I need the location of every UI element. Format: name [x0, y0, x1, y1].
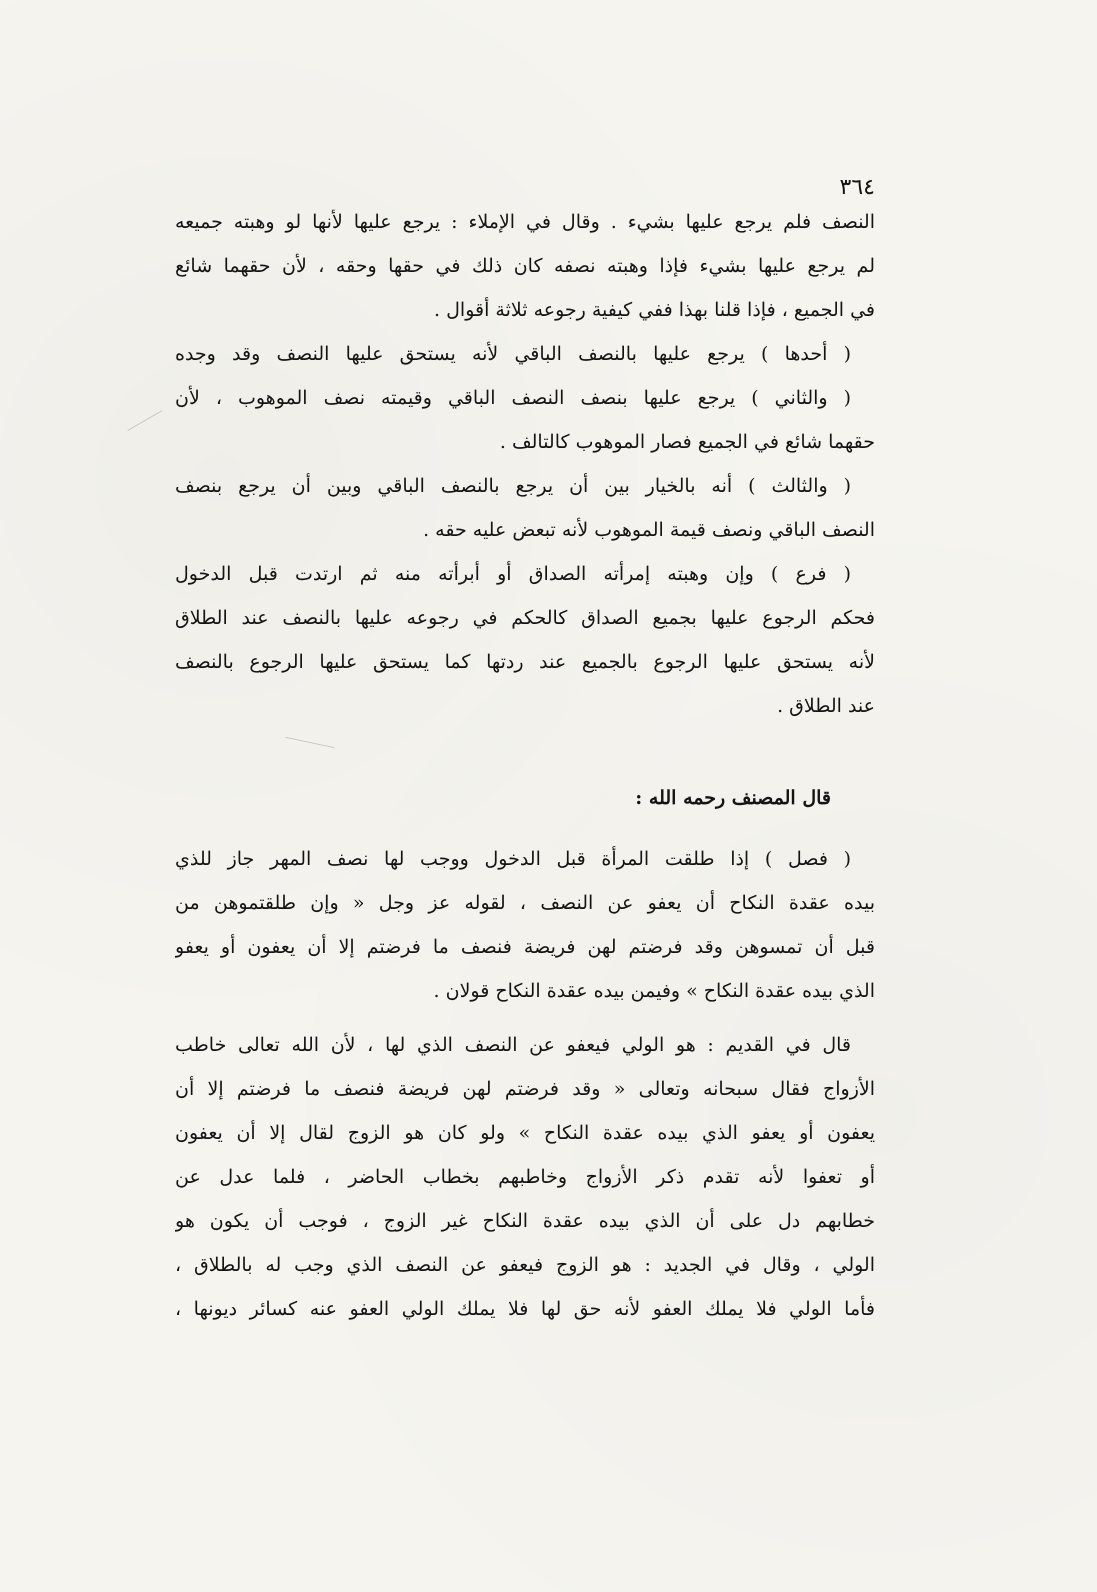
text-line: حقهما شائع في الجميع فصار الموهوب كالتالف .	[499, 431, 875, 453]
text-line: الولي ، وقال في الجديد : هو الزوج فيعفو عن النصف الذي وجب له بالطلاق ،	[175, 1254, 875, 1276]
scan-mark	[127, 410, 162, 431]
section-heading	[175, 776, 875, 820]
text-line: خطابهم دل على أن الذي بيده عقدة النكاح غير الزوج ، فوجب أن يكون هو	[175, 1210, 875, 1232]
text-line: لم يرجع عليها بشيء فإذا وهبته نصفه كان ذلك في حقها وحقه ، لأن حقهما شائع	[175, 255, 875, 277]
text-line: الذي بيده عقدة النكاح » وفيمن بيده عقدة النكاح قولان .	[433, 980, 875, 1002]
page-number: ٣٦٤	[839, 175, 875, 200]
text-line: قبل أن تمسوهن وقد فرضتم لهن فريضة فنصف ما فرضتم إلا أن يعفون أو يعفو	[175, 936, 875, 958]
text-line: أو تعفوا لأنه تقدم ذكر الأزواج وخاطبهم بخطاب الحاضر ، فلما عدل عن	[175, 1166, 875, 1188]
text-line: ( أحدها ) يرجع عليها بالنصف الباقي لأنه يستحق عليها النصف وقد وجده	[175, 343, 851, 365]
text-line: فحكم الرجوع عليها بجميع الصداق كالحكم في رجوعه عليها بالنصف عند الطلاق	[175, 607, 875, 629]
text-line: الأزواج فقال سبحانه وتعالى « وقد فرضتم لهن فريضة فنصف ما فرضتم إلا أن	[175, 1078, 875, 1100]
text-line: النصف فلم يرجع عليها بشيء . وقال في الإملاء : يرجع عليها لأنها لو وهبته جميعه	[175, 211, 875, 233]
text-line: قال في القديم : هو الولي فيعفو عن النصف الذي لها ، لأن الله تعالى خاطب	[175, 1034, 851, 1056]
section-2	[175, 837, 875, 1013]
text-line: فأما الولي فلا يملك العفو لأنه حق لها فلا يملك الولي العفو عنه كسائر ديونها ،	[175, 1298, 875, 1320]
scan-mark	[285, 737, 334, 748]
text-line: ( والثاني ) يرجع عليها بنصف النصف الباقي وقيمته نصف الموهوب ، لأن	[175, 387, 851, 409]
text-line: عند الطلاق .	[777, 695, 875, 717]
text-line: ( والثالث ) أنه بالخيار بين أن يرجع بالنصف الباقي وبين أن يرجع بنصف	[175, 475, 851, 497]
text-line: يعفون أو يعفو الذي بيده عقدة النكاح » ولو كان هو الزوج لقال إلا أن يعفون	[175, 1122, 875, 1144]
text-line: في الجميع ، فإذا قلنا بهذا ففي كيفية رجوعه ثلاثة أقوال .	[434, 299, 875, 321]
text-line: النصف الباقي ونصف قيمة الموهوب لأنه تبعض عليه حقه .	[423, 519, 875, 541]
section-heading-text: قال المصنف رحمه الله :	[635, 787, 831, 809]
section-3	[175, 1023, 875, 1331]
text-line: لأنه يستحق عليها الرجوع بالجميع عند ردتها كما يستحق عليها الرجوع بالنصف	[175, 651, 875, 673]
text-line: بيده عقدة النكاح أن يعفو عن النصف ، لقوله عز وجل « وإن طلقتموهن من	[175, 892, 875, 914]
text-line: ( فصل ) إذا طلقت المرأة قبل الدخول ووجب لها نصف المهر جاز للذي	[175, 848, 851, 870]
section-1	[175, 200, 875, 728]
text-line: ( فرع ) وإن وهبته إمرأته الصداق أو أبرأته منه ثم ارتدت قبل الدخول	[175, 563, 851, 585]
